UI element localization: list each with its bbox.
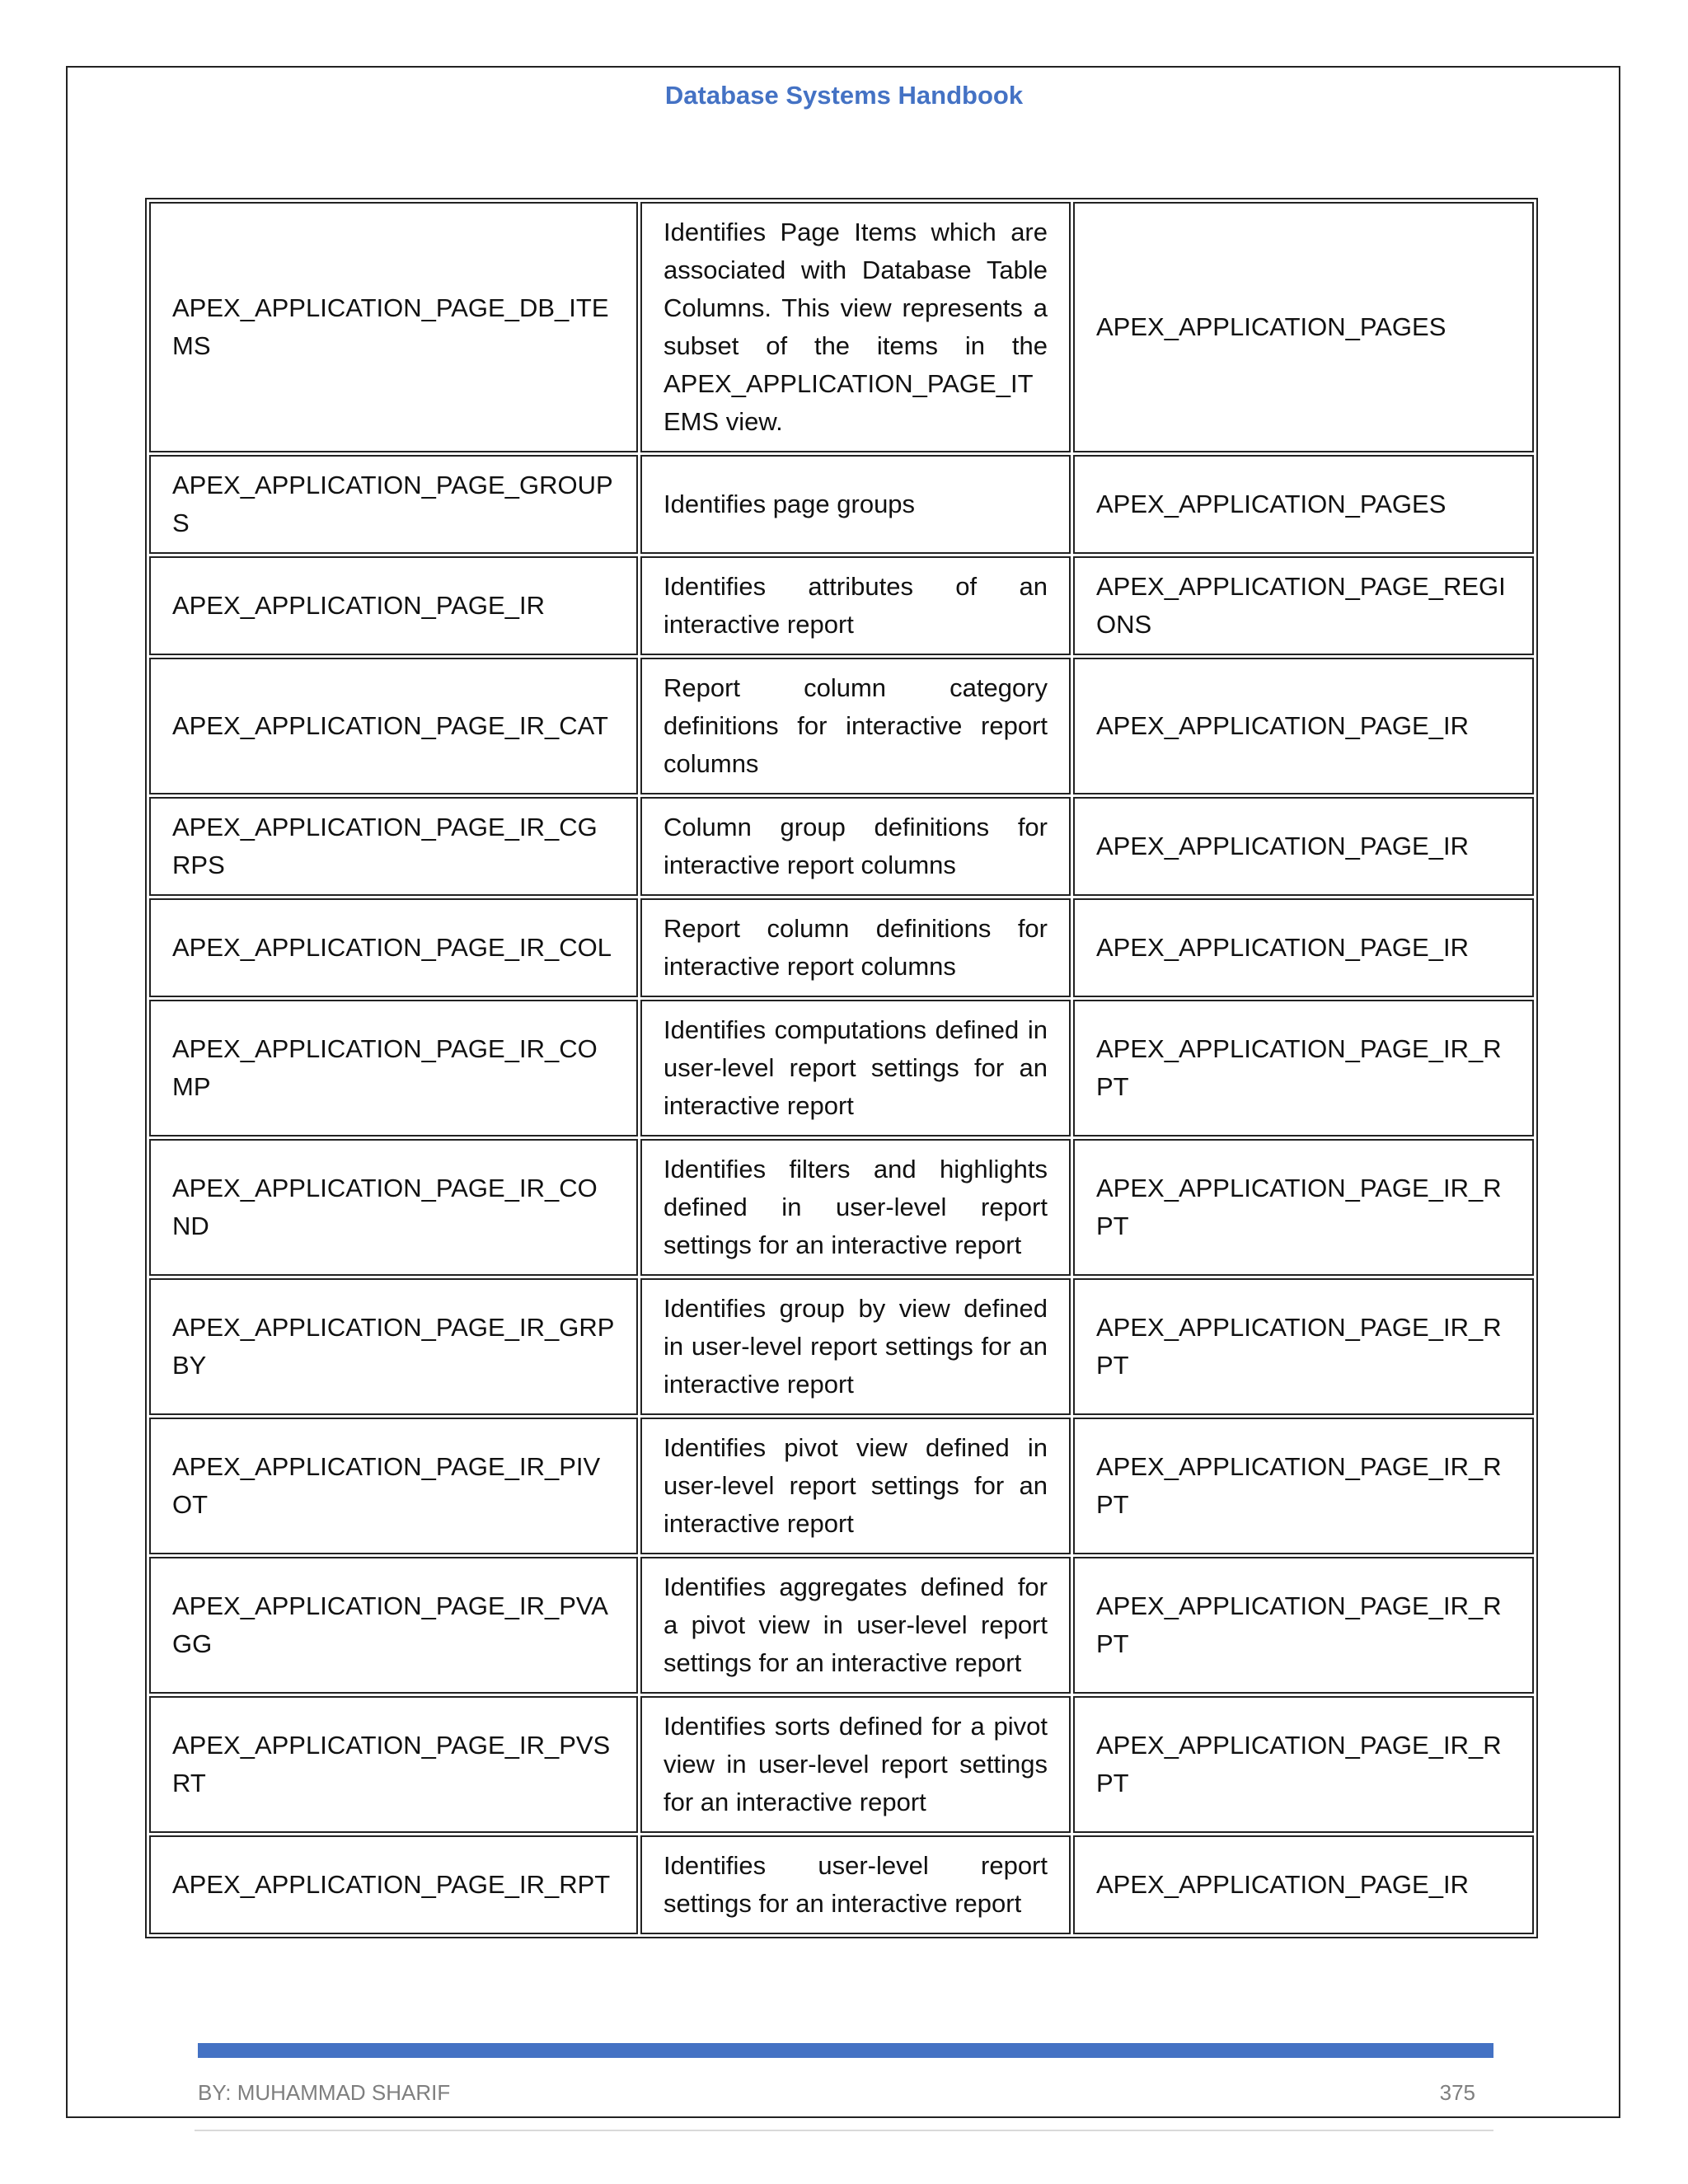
- footer-accent-bar: [198, 2043, 1493, 2058]
- description-cell: Identifies user-level report settings for an interactive report: [640, 1835, 1071, 1934]
- view-name-cell: APEX_APPLICATION_PAGE_IR: [149, 556, 638, 655]
- table-row: [149, 556, 1534, 655]
- description-cell: Identifies aggregates defined for a pivot view in user-level report settings for an interactive report: [640, 1557, 1071, 1694]
- table-row: [149, 1418, 1534, 1554]
- parent-view-cell: APEX_APPLICATION_PAGE_IR: [1073, 1835, 1534, 1934]
- view-name-cell: APEX_APPLICATION_PAGE_IR_RPT: [149, 1835, 638, 1934]
- parent-view-cell: APEX_APPLICATION_PAGE_IR_RPT: [1073, 1696, 1534, 1833]
- view-name-cell: APEX_APPLICATION_PAGE_GROUPS: [149, 455, 638, 554]
- parent-view-cell: APEX_APPLICATION_PAGE_IR_RPT: [1073, 1278, 1534, 1415]
- footer-page-number: 375: [1439, 2080, 1475, 2105]
- parent-view-cell: APEX_APPLICATION_PAGE_REGIONS: [1073, 556, 1534, 655]
- table-row: [149, 455, 1534, 554]
- table-row: [149, 658, 1534, 794]
- table-row: [149, 1835, 1534, 1934]
- table-row: [149, 1696, 1534, 1833]
- footer-author: BY: MUHAMMAD SHARIF: [198, 2080, 451, 2105]
- parent-view-cell: APEX_APPLICATION_PAGE_IR_RPT: [1073, 1557, 1534, 1694]
- view-name-cell: APEX_APPLICATION_PAGE_DB_ITEMS: [149, 202, 638, 452]
- apex-views-table: [145, 198, 1538, 1938]
- parent-view-cell: APEX_APPLICATION_PAGES: [1073, 202, 1534, 452]
- view-name-cell: APEX_APPLICATION_PAGE_IR_COMP: [149, 1000, 638, 1137]
- parent-view-cell: APEX_APPLICATION_PAGE_IR_RPT: [1073, 1000, 1534, 1137]
- parent-view-cell: APEX_APPLICATION_PAGE_IR_RPT: [1073, 1418, 1534, 1554]
- description-cell: Identifies filters and highlights defined in user-level report settings for an interactive report: [640, 1139, 1071, 1276]
- description-cell: Identifies sorts defined for a pivot view in user-level report settings for an interactive report: [640, 1696, 1071, 1833]
- table-row: [149, 1278, 1534, 1415]
- description-cell: Identifies Page Items which are associated with Database Table Columns. This view represents a subset of the items in the APEX_APPLICATION_PAGE_ITEMS view.: [640, 202, 1071, 452]
- footer-divider: [195, 2130, 1493, 2131]
- parent-view-cell: APEX_APPLICATION_PAGE_IR: [1073, 658, 1534, 794]
- view-name-cell: APEX_APPLICATION_PAGE_IR_COND: [149, 1139, 638, 1276]
- view-name-cell: APEX_APPLICATION_PAGE_IR_PVAGG: [149, 1557, 638, 1694]
- description-cell: Identifies computations defined in user-level report settings for an interactive report: [640, 1000, 1071, 1137]
- parent-view-cell: APEX_APPLICATION_PAGE_IR: [1073, 898, 1534, 997]
- view-name-cell: APEX_APPLICATION_PAGE_IR_CGRPS: [149, 797, 638, 896]
- table-row: [149, 1557, 1534, 1694]
- page-header-title: Database Systems Handbook: [664, 81, 1024, 110]
- description-cell: Identifies page groups: [640, 455, 1071, 554]
- description-cell: Identifies attributes of an interactive report: [640, 556, 1071, 655]
- view-name-cell: APEX_APPLICATION_PAGE_IR_CAT: [149, 658, 638, 794]
- table-body: [149, 202, 1534, 1934]
- parent-view-cell: APEX_APPLICATION_PAGE_IR: [1073, 797, 1534, 896]
- description-cell: Identifies pivot view defined in user-level report settings for an interactive report: [640, 1418, 1071, 1554]
- table-row: [149, 1000, 1534, 1137]
- view-name-cell: APEX_APPLICATION_PAGE_IR_PIVOT: [149, 1418, 638, 1554]
- parent-view-cell: APEX_APPLICATION_PAGES: [1073, 455, 1534, 554]
- view-name-cell: APEX_APPLICATION_PAGE_IR_GRPBY: [149, 1278, 638, 1415]
- parent-view-cell: APEX_APPLICATION_PAGE_IR_RPT: [1073, 1139, 1534, 1276]
- description-cell: Report column category definitions for interactive report columns: [640, 658, 1071, 794]
- table-row: [149, 1139, 1534, 1276]
- description-cell: Report column definitions for interactive report columns: [640, 898, 1071, 997]
- view-name-cell: APEX_APPLICATION_PAGE_IR_PVSRT: [149, 1696, 638, 1833]
- description-cell: Column group definitions for interactive report columns: [640, 797, 1071, 896]
- table-row: [149, 898, 1534, 997]
- view-name-cell: APEX_APPLICATION_PAGE_IR_COL: [149, 898, 638, 997]
- table-row: [149, 202, 1534, 452]
- table-row: [149, 797, 1534, 896]
- description-cell: Identifies group by view defined in user-level report settings for an interactive report: [640, 1278, 1071, 1415]
